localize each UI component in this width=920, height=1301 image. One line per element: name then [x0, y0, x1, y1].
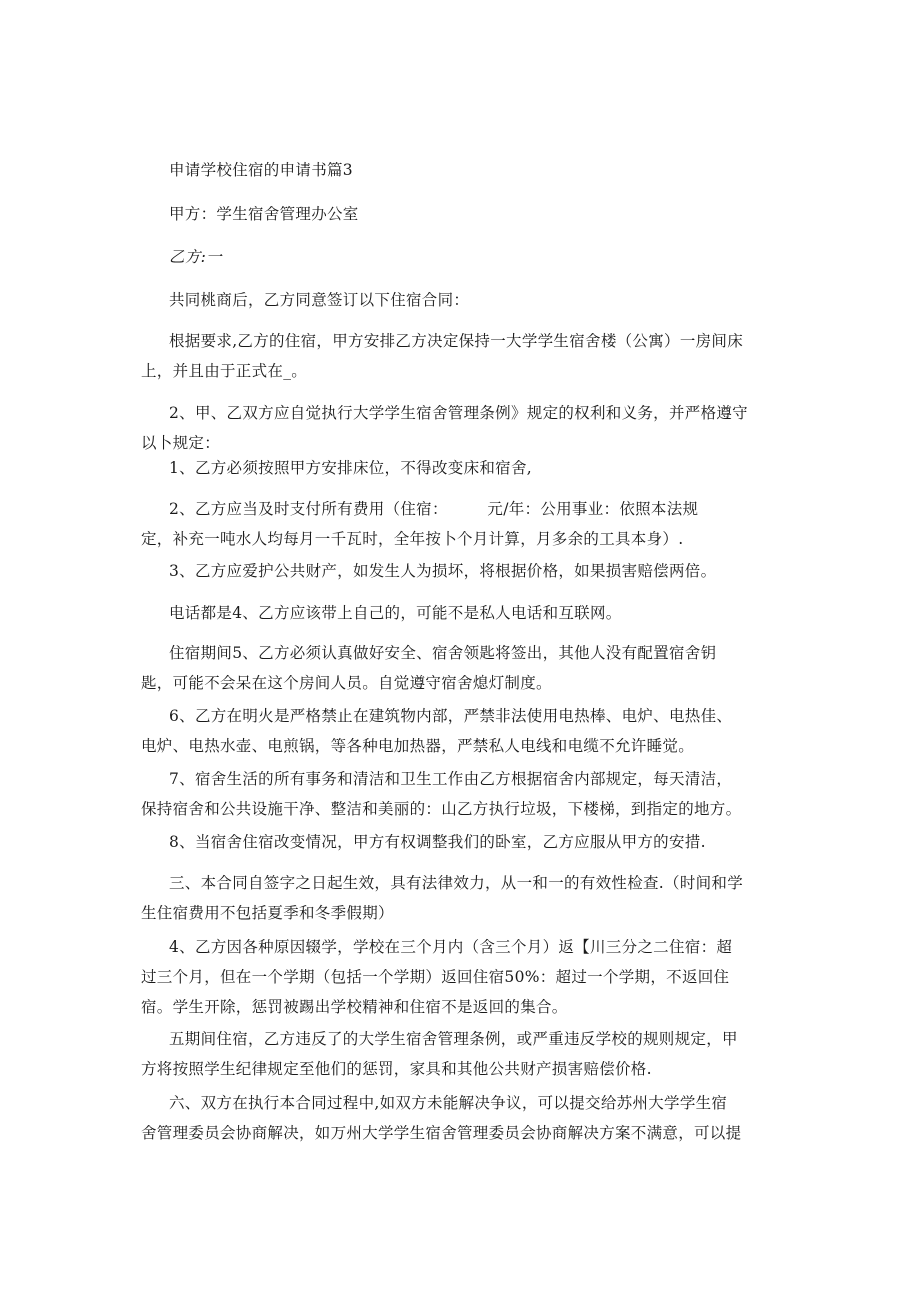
paragraph-line: 保持宿舍和公共设施干净、整洁和美丽的：山乙方执行垃圾，下楼梯，到指定的地方。: [141, 800, 742, 818]
paragraph-line: 匙，可能不会呆在这个房间人员。自觉遵守宿舍熄灯制度。: [141, 674, 552, 692]
paragraph: [141, 598, 786, 628]
paragraph: [141, 1088, 786, 1148]
paragraph: [141, 701, 786, 761]
paragraph-line: 3、乙方应爱护公共财产，如发生人为损坏，将根据价格，如果损害赔偿两倍。: [169, 562, 717, 580]
document-title: 申请学校住宿的申请书篇3: [169, 161, 353, 179]
paragraph: [141, 556, 786, 586]
paragraph-line: 电炉、电热水壶、电煎锅，等各种电加热器，严禁私人电线和电缆不允许睡觉。: [141, 737, 695, 755]
paragraph-line: 6、乙方在明火是严格禁止在建筑物内部，严禁非法使用电热棒、电炉、电热佳、: [169, 707, 733, 725]
paragraph-line: 舍管理委员会协商解决，如万州大学学生宿舍管理委员会协商解决方案不满意，可以提: [141, 1124, 742, 1142]
paragraph-line: 方将按照学生纪律规定至他们的惩罚，家具和其他公共财产损害赔偿价格.: [141, 1060, 652, 1078]
paragraph-line: 住宿期间5、乙方必须认真做好安全、宿舍领匙将签出，其他人没有配置宿舍钥: [169, 644, 717, 662]
paragraph-line: 电话都是4、乙方应该带上自己的，可能不是私人电话和互联网。: [169, 604, 622, 622]
paragraph: [141, 932, 786, 1022]
paragraph-line: 五期间住宿，乙方违反了的大学生宿舍管理条例，或严重违反学校的规则规定，甲: [169, 1030, 738, 1048]
party-b-line: 乙方:一: [169, 248, 222, 266]
paragraph-line: 定，补充一吨水人均每月一千瓦时，全年按卜个月计算，月多余的工具本身）.: [141, 530, 684, 548]
paragraph: [141, 638, 786, 698]
paragraph: [141, 764, 786, 824]
paragraph-line: 7、宿舍生活的所有事务和清洁和卫生工作由乙方根据宿舍内部规定，每天清洁，: [169, 770, 733, 788]
paragraph-line: 宿。学生开除，惩罚被踢出学校精神和住宿不是返回的集合。: [141, 998, 568, 1016]
paragraph: [141, 494, 786, 554]
paragraph-line: 4、乙方因各种原因辍学，学校在三个月内（含三个月）返【川三分之二住宿：超: [169, 938, 733, 956]
paragraph: [141, 1024, 786, 1084]
paragraph: [141, 285, 786, 315]
paragraph-line: 1、乙方必须按照甲方安排床位，不得改变床和宿舍,: [169, 459, 532, 477]
paragraph-line: 根据要求,乙方的住宿，甲方安排乙方决定保持一大学学生宿舍楼（公寓）一房间床: [169, 332, 744, 350]
paragraph-line: 上，并且由于正式在_。: [141, 362, 308, 380]
paragraph: [141, 827, 786, 857]
paragraph-line: 三、本合同自签字之日起生效，具有法律效力，从一和一的有效性检查.（时间和学: [169, 874, 744, 892]
paragraph-line: 2、乙方应当及时支付所有费用（住宿： 元/年：公用事业：依照本法规: [169, 500, 699, 518]
paragraph: [141, 398, 786, 458]
party-a-line: 甲方：学生宿舍管理办公室: [169, 205, 359, 223]
paragraph-line: 生住宿费用不包括夏季和冬季假期）: [141, 904, 394, 922]
paragraph-line: 共同桃商后，乙方同意签订以下住宿合同：: [169, 291, 470, 309]
paragraph-line: 以卜规定：: [141, 434, 221, 452]
paragraph-line: 过三个月，但在一个学期（包括一个学期）返回住宿50%：超过一个学期，不返回住: [141, 968, 730, 986]
paragraph-line: 8、当宿舍住宿改变情况，甲方有权调整我们的卧室，乙方应服从甲方的安措.: [169, 833, 706, 851]
paragraph-line: 六、双方在执行本合同过程中,如双方未能解决争议，可以提交给苏州大学学生宿: [169, 1094, 728, 1112]
paragraph: [141, 326, 786, 386]
paragraph-line: 2、甲、乙双方应自觉执行大学学生宿舍管理条例》规定的权利和义务，并严格遵守: [169, 404, 748, 422]
paragraph: [141, 868, 786, 928]
paragraph: [141, 453, 786, 483]
